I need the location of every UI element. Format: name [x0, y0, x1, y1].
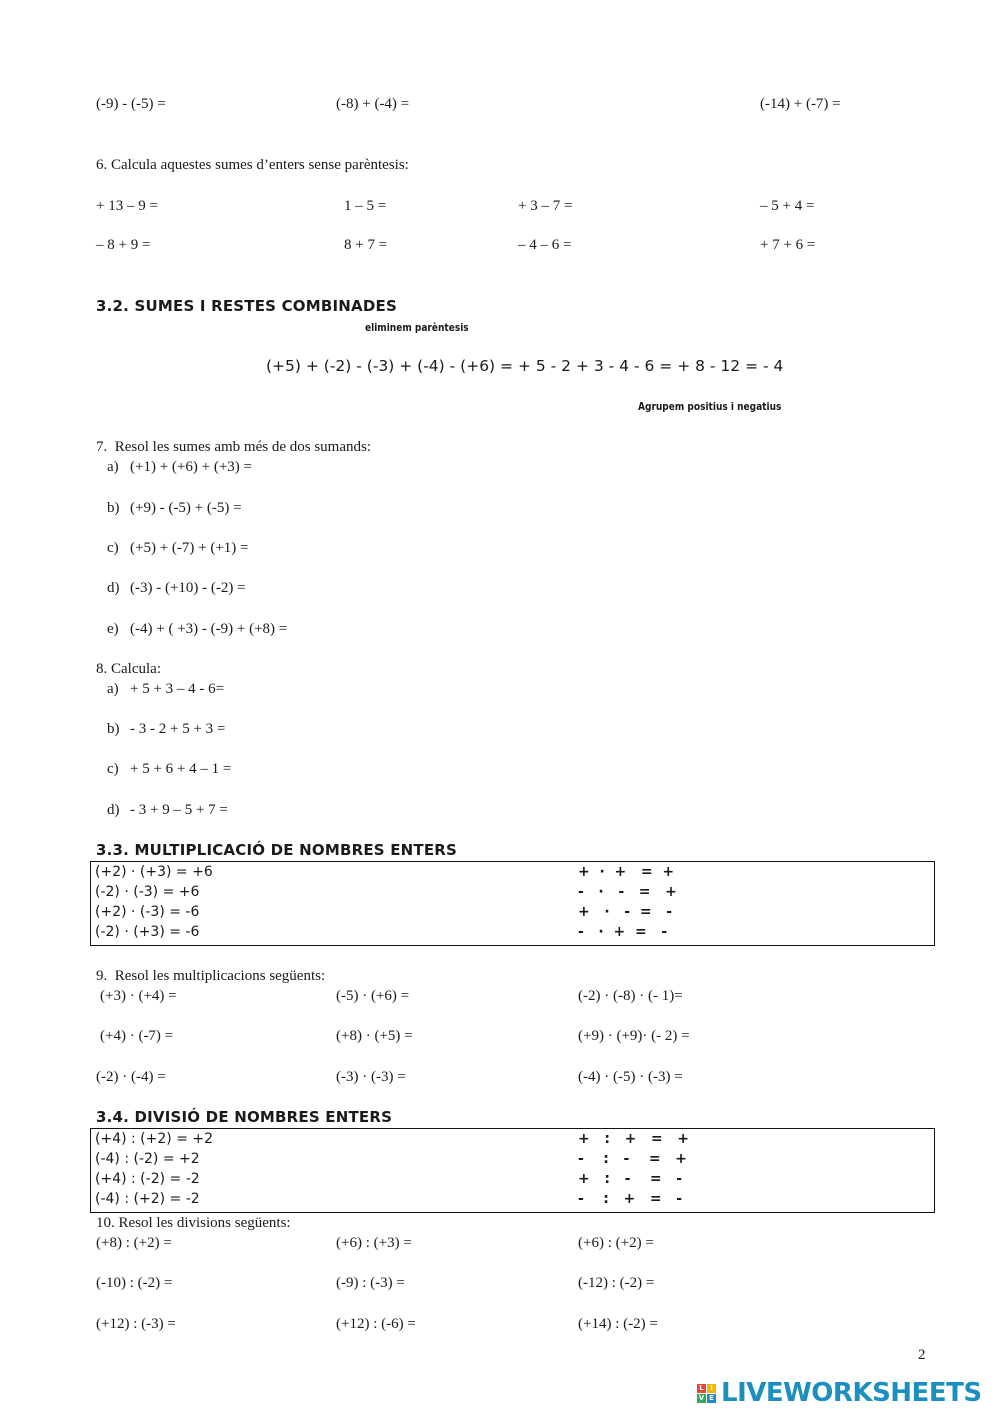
ex7-letter: d): [107, 580, 120, 596]
ex8-letter: a): [107, 681, 119, 697]
rule-example: (+2) · (+3) = +6: [95, 864, 213, 880]
exercise-7-title: 7. Resol les sumes amb més de dos sumands:: [96, 439, 371, 455]
ex7-letter: e): [107, 621, 119, 637]
ex7-expr: (-4) + ( +3) - (-9) + (+8) =: [130, 621, 288, 637]
ex7-expr: (+9) - (-5) + (-5) =: [130, 500, 242, 516]
logo-tile: I: [707, 1384, 716, 1393]
ex10-item: (-12) : (-2) =: [578, 1275, 655, 1291]
ex7-letter: c): [107, 540, 119, 556]
division-rules-box: [90, 1128, 935, 1213]
rule-example: (-2) · (+3) = -6: [95, 924, 200, 940]
ex8-expr: + 5 + 6 + 4 – 1 =: [130, 761, 232, 777]
ex7-expr: (+5) + (-7) + (+1) =: [130, 540, 249, 556]
ex9-item: (-4) · (-5) · (-3) =: [578, 1069, 683, 1085]
rule-example: (+2) · (-3) = -6: [95, 904, 200, 920]
sign-rule: + : - = -: [578, 1171, 683, 1187]
ex10-item: (+12) : (-3) =: [96, 1316, 176, 1332]
exercise-9-title: 9. Resol les multiplicacions següents:: [96, 968, 326, 984]
rule-example: (-4) : (+2) = -2: [95, 1191, 200, 1207]
ex9-item: (-5) · (+6) =: [336, 988, 410, 1004]
ex7-expr: (+1) + (+6) + (+3) =: [130, 459, 252, 475]
section-3-3-heading: 3.3. MULTIPLICACIÓ DE NOMBRES ENTERS: [96, 841, 458, 859]
page-number: 2: [918, 1347, 926, 1363]
ex10-item: (+12) : (-6) =: [336, 1316, 416, 1332]
rule-example: (+4) : (+2) = +2: [95, 1131, 214, 1147]
ex7-letter: b): [107, 500, 120, 516]
ex7-letter: a): [107, 459, 119, 475]
ex10-item: (+6) : (+3) =: [336, 1235, 412, 1251]
sign-rule: - : + = -: [578, 1191, 683, 1207]
sign-rule: + · - = -: [578, 904, 673, 920]
ex6-item: – 8 + 9 =: [96, 237, 151, 253]
ex8-expr: - 3 - 2 + 5 + 3 =: [130, 721, 226, 737]
logo-tiles-icon: [697, 1384, 716, 1403]
logo-tile: L: [697, 1384, 706, 1393]
ex6-item: – 4 – 6 =: [518, 237, 572, 253]
ex9-item: (+3) · (+4) =: [100, 988, 177, 1004]
ex9-item: (+8) · (+5) =: [336, 1028, 413, 1044]
rule-row: [91, 882, 934, 902]
multiplication-rules-box: [90, 861, 935, 946]
ex9-item: (+9) · (+9)· (- 2) =: [578, 1028, 690, 1044]
ex9-item: (-2) · (-8) · (- 1)=: [578, 988, 683, 1004]
sign-rule: - · - = +: [578, 884, 677, 900]
rule-example: (+4) : (-2) = -2: [95, 1171, 200, 1187]
rule-row: [91, 1169, 934, 1189]
top-expr-1: (-9) - (-5) =: [96, 96, 166, 112]
sign-rule: + · + = +: [578, 864, 675, 880]
ex6-item: + 13 – 9 =: [96, 198, 158, 214]
logo-tile: E: [707, 1394, 716, 1403]
exercise-10-title: 10. Resol les divisions següents:: [96, 1215, 291, 1231]
top-expr-2: (-8) + (-4) =: [336, 96, 410, 112]
logo-text: LIVEWORKSHEETS: [721, 1378, 982, 1408]
ex8-expr: - 3 + 9 – 5 + 7 =: [130, 802, 228, 818]
exercise-6-title: 6. Calcula aquestes sumes d’enters sense parèntesis:: [96, 157, 409, 173]
note-group-signs: Agrupem positius i negatius: [638, 400, 782, 413]
ex10-item: (+8) : (+2) =: [96, 1235, 172, 1251]
ex10-item: (+14) : (-2) =: [578, 1316, 658, 1332]
sign-rule: - : - = +: [578, 1151, 687, 1167]
ex6-item: 1 – 5 =: [344, 198, 387, 214]
rule-row: [91, 1149, 934, 1169]
top-expr-3: (-14) + (-7) =: [760, 96, 841, 112]
ex9-item: (-2) · (-4) =: [96, 1069, 166, 1085]
ex6-item: – 5 + 4 =: [760, 198, 815, 214]
ex10-item: (+6) : (+2) =: [578, 1235, 654, 1251]
sign-rule: + : + = +: [578, 1131, 690, 1147]
ex6-item: + 3 – 7 =: [518, 198, 573, 214]
rule-example: (-2) · (-3) = +6: [95, 884, 200, 900]
logo-tile: V: [698, 1393, 705, 1402]
example-formula: (+5) + (-2) - (-3) + (-4) - (+6) = + 5 - 2 + 3 - 4 - 6 = + 8 - 12 = - 4: [266, 357, 784, 375]
ex6-item: 8 + 7 =: [344, 237, 388, 253]
ex7-expr: (-3) - (+10) - (-2) =: [130, 580, 246, 596]
rule-row: [91, 922, 934, 942]
ex8-letter: d): [107, 802, 120, 818]
ex9-item: (-3) · (-3) =: [336, 1069, 406, 1085]
rule-row: [91, 1129, 934, 1149]
ex8-expr: + 5 + 3 – 4 - 6=: [130, 681, 225, 697]
ex9-item: (+4) · (-7) =: [100, 1028, 174, 1044]
section-3-2-heading: 3.2. SUMES I RESTES COMBINADES: [96, 297, 397, 315]
ex10-item: (-10) : (-2) =: [96, 1275, 173, 1291]
rule-row: [91, 902, 934, 922]
section-3-4-heading: 3.4. DIVISIÓ DE NOMBRES ENTERS: [96, 1108, 393, 1126]
note-eliminate-parentheses: eliminem parèntesis: [365, 321, 469, 334]
ex10-item: (-9) : (-3) =: [336, 1275, 405, 1291]
liveworksheets-logo[interactable]: [697, 1378, 982, 1408]
sign-rule: - · + = -: [578, 924, 668, 940]
ex8-letter: c): [107, 761, 119, 777]
exercise-8-title: 8. Calcula:: [96, 661, 161, 677]
ex6-item: + 7 + 6 =: [760, 237, 816, 253]
ex8-letter: b): [107, 721, 120, 737]
rule-example: (-4) : (-2) = +2: [95, 1151, 200, 1167]
rule-row: [91, 1189, 934, 1209]
rule-row: [91, 862, 934, 882]
